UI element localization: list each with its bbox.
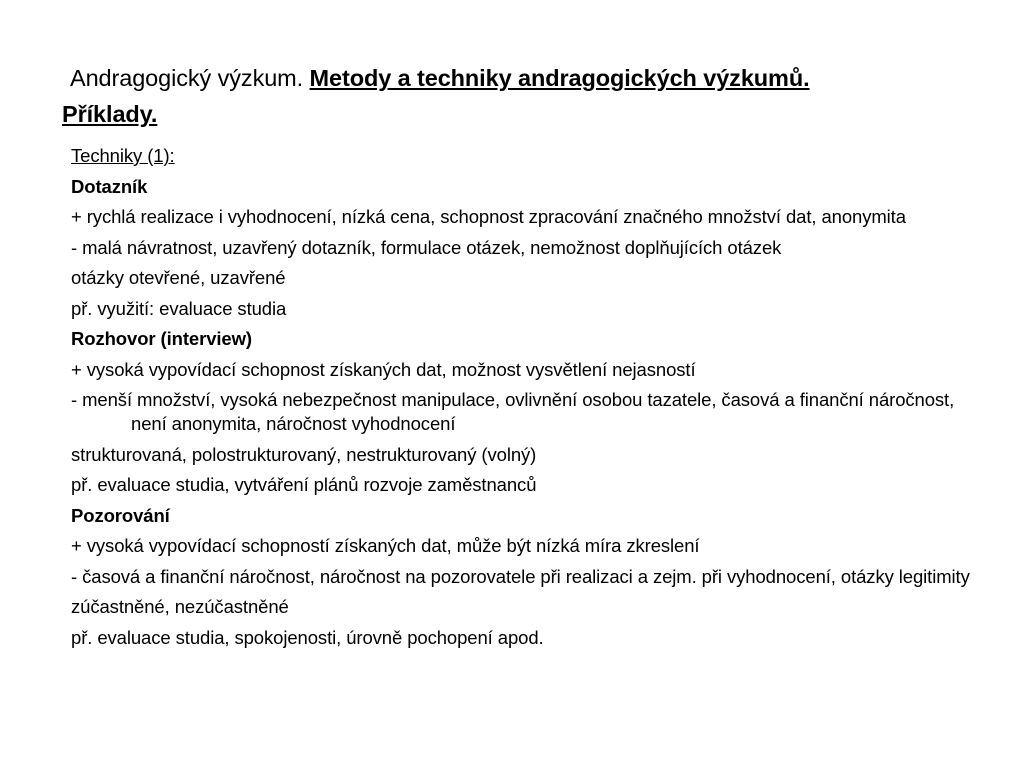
text-line: + vysoká vypovídací schopností získaných dat, může být nízká míra zkreslení: [71, 535, 700, 556]
text-line: př. evaluace studia, vytváření plánů rozvoje zaměstnanců: [71, 474, 537, 495]
method-heading-pozorovani: Pozorování: [71, 504, 170, 526]
text-line: př. evaluace studia, spokojenosti, úrovně pochopení apod.: [71, 626, 544, 648]
section-heading: Techniky (1):: [71, 145, 175, 166]
title-emphasis-text: Metody a techniky andragogických výzkumů.: [309, 65, 810, 91]
text-line: strukturovaná, polostrukturovaný, nestrukturovaný (volný): [71, 443, 537, 465]
text-line: - malá návratnost, uzavřený dotazník, formulace otázek, nemožnost doplňujících otázek: [71, 236, 782, 258]
slide-title: [62, 60, 982, 132]
text-line: př. využití: evaluace studia: [71, 297, 287, 319]
text-line: + vysoká vypovídací schopnost získaných dat, možnost vysvětlení nejasností: [71, 358, 696, 380]
text-line: otázky otevřené, uzavřené: [71, 267, 286, 288]
text-line: + rychlá realizace i vyhodnocení, nízká cena, schopnost zpracování značného množství dat, anonymita: [71, 206, 906, 227]
title-emphasis-text-2: Příklady.: [62, 101, 158, 127]
method-heading-dotaznik: Dotazník: [71, 175, 148, 197]
slide-content: [71, 144, 991, 656]
title-plain-text: Andragogický výzkum.: [70, 65, 310, 91]
method-heading-rozhovor: Rozhovor (interview): [71, 328, 252, 349]
text-line: zúčastněné, nezúčastněné: [71, 596, 289, 617]
text-line: - časová a finanční náročnost, náročnost na pozorovatele při realizaci a zejm. při vyhodnocení, otázky legitimity: [71, 565, 970, 587]
text-line: - menší množství, vysoká nebezpečnost manipulace, ovlivnění osobou tazatele, časová a finanční náročnost, není anonymita, náročnost vyhodnocení: [71, 389, 955, 434]
